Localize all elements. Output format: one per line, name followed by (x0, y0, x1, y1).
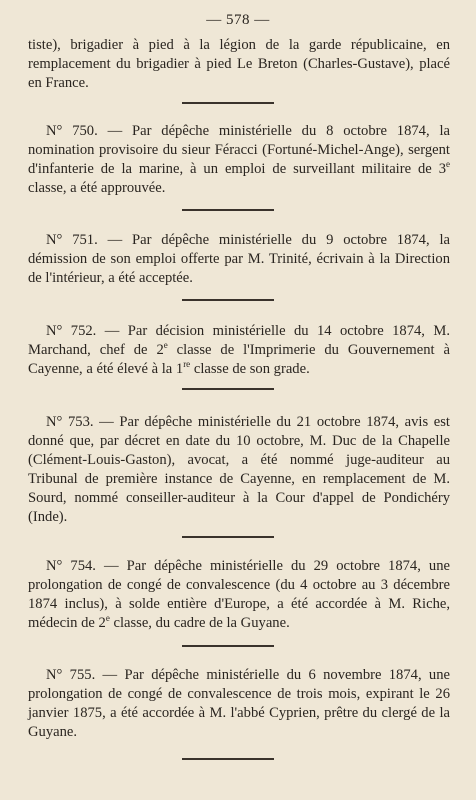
entry-number: N° 755. (46, 667, 96, 683)
superscript: re (183, 359, 191, 370)
superscript: e (163, 340, 168, 351)
separator-rule (182, 209, 274, 211)
continuation-paragraph (28, 36, 450, 93)
entry-text (28, 557, 450, 633)
entry-text (28, 413, 450, 527)
entry-text (28, 666, 450, 742)
superscript: e (105, 613, 110, 624)
entry-number: N° 754. (46, 558, 96, 574)
entry-755 (28, 666, 450, 742)
entry-body-tail: classe de l'Imprimerie du Gouvernement à Cayenne, a été élevé à la 1 (28, 342, 450, 377)
entry-number: N° 753. (46, 414, 94, 430)
entry-753 (28, 413, 450, 527)
separator-rule (182, 758, 274, 760)
entry-body: — Par décision ministérielle du 14 octobre 1874, M. Marchand, chef de 2 (28, 323, 450, 358)
entry-751 (28, 231, 450, 288)
separator-rule (182, 536, 274, 538)
entry-752 (28, 322, 450, 379)
entry-body: — Par dépêche ministérielle du 8 octobre 1874, la nomination provisoire du sieur Féracci (Fortuné-Michel-Ange), sergent d'infanterie de la marine, à un emploi de surveillant militaire de 3 (28, 123, 450, 177)
entry-number: N° 751. (46, 232, 98, 248)
separator-rule (182, 102, 274, 104)
entry-text (28, 122, 450, 198)
separator-rule (182, 388, 274, 390)
separator-rule (182, 299, 274, 301)
entry-body-tail: classe, du cadre de la Guyane. (109, 615, 290, 631)
entry-body-tail: classe de son grade. (190, 361, 310, 377)
entry-body: — Par dépêche ministérielle du 6 novembre 1874, une prolongation de congé de convalescence de trois mois, expirant le 26 janvier 1875, a été accordée à M. l'abbé Cyprien, prêtre du clergé de la Guyane. (28, 667, 450, 740)
entry-750 (28, 122, 450, 198)
entry-754 (28, 557, 450, 633)
page-number: — 578 — (206, 12, 270, 28)
continuation-text: tiste), brigadier à pied à la légion de la garde républicaine, en remplacement du brigadier à pied Le Breton (Charles-Gustave), placé en France. (28, 37, 450, 91)
entry-body-tail: classe, a été approuvée. (28, 180, 166, 196)
entry-number: N° 752. (46, 323, 97, 339)
entry-body: — Par dépêche ministérielle du 29 octobre 1874, une prolongation de congé de convalescence (du 4 octobre au 3 décembre 1874 inclus), à solde entière d'Europe, a été accordée à M. Riche, médecin de 2 (28, 558, 450, 631)
entry-text (28, 322, 450, 379)
separator-rule (182, 645, 274, 647)
superscript: e (446, 159, 450, 170)
entry-text (28, 231, 450, 288)
entry-body: — Par dépêche ministérielle du 21 octobre 1874, avis est donné que, par décret en date du 10 octobre, M. Duc de la Chapelle (Clément-Louis-Gaston), avocat, a été nommé juge-auditeur au Tribunal de première instance de Cayenne, en remplacement de M. Sourd, nommé conseiller-auditeur à la Cour d'appel de Pondichéry (Inde). (28, 414, 450, 525)
entry-number: N° 750. (46, 123, 98, 139)
entry-body: — Par dépêche ministérielle du 9 octobre 1874, la démission de son emploi offerte par M. Trinité, écrivain à la Direction de l'intérieur, a été acceptée. (28, 232, 450, 286)
